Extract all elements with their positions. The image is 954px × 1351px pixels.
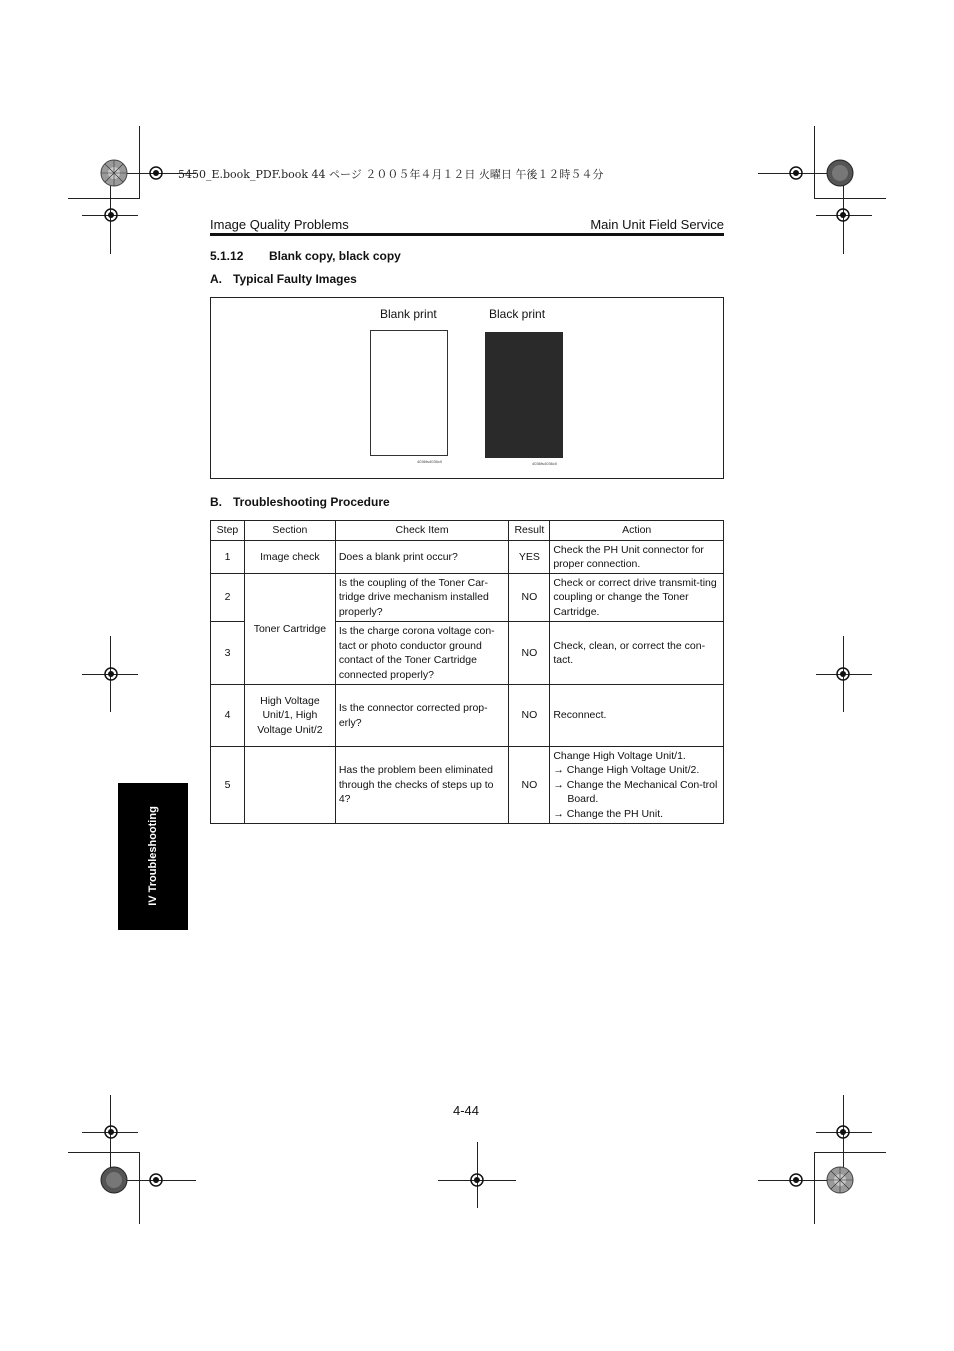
crop-line: [814, 198, 886, 199]
figure-code: 4036fs4035c0: [417, 459, 443, 464]
registration-wheel-icon: [100, 159, 128, 187]
registration-target-icon: [103, 1124, 119, 1140]
blank-print-sample: [370, 330, 448, 456]
table-row: [211, 747, 724, 824]
action-cell: Check, clean, or correct the con-tact.: [550, 622, 724, 685]
result-cell: NO: [509, 685, 550, 747]
subheading-letter: A.: [210, 272, 222, 286]
action-line: Change High Voltage Unit/1.: [553, 749, 686, 762]
table-header-row: [211, 521, 724, 541]
crop-line: [814, 1152, 815, 1224]
subheading-troubleshooting-procedure: [210, 495, 390, 509]
crop-line: [814, 1152, 886, 1153]
table-row: [211, 685, 724, 747]
check-item-cell: Has the problem been eliminated through the checks of steps up to 4?: [335, 747, 509, 824]
subheading-text: Typical Faulty Images: [233, 272, 357, 286]
book-file-header: 5450_E.book_PDF.book 44 ページ ２００５年４月１２日 火曜日 午後１２時５４分: [178, 168, 604, 181]
check-item-cell: Is the charge corona voltage con-tact or photo conductor ground contact of the Toner Cartridge connected properly?: [335, 622, 509, 685]
check-item-cell: Is the coupling of the Toner Car-tridge drive mechanism installed properly?: [335, 574, 509, 622]
step-cell: 2: [211, 574, 245, 622]
crop-line: [814, 126, 815, 198]
registration-target-icon: [103, 207, 119, 223]
step-cell: 5: [211, 747, 245, 824]
action-line: → Change the PH Unit.: [553, 807, 664, 820]
column-header-action: Action: [550, 521, 724, 541]
result-cell: YES: [509, 541, 550, 574]
step-cell: 3: [211, 622, 245, 685]
crop-line: [68, 1152, 140, 1153]
registration-target-icon: [835, 1124, 851, 1140]
subheading-typical-faulty-images: [210, 272, 357, 286]
registration-target-icon: [835, 207, 851, 223]
subheading-letter: B.: [210, 495, 222, 509]
action-line: → Change High Voltage Unit/2.: [553, 764, 700, 777]
faulty-images-figure: [210, 297, 724, 479]
subheading-text: Troubleshooting Procedure: [233, 495, 390, 509]
step-cell: 4: [211, 685, 245, 747]
registration-wheel-icon: [100, 1166, 128, 1194]
action-cell: Check or correct drive transmit-ting coupling or change the Toner Cartridge.: [550, 574, 724, 622]
action-cell: [550, 747, 724, 824]
crop-line: [139, 1152, 140, 1224]
column-header-section: Section: [244, 521, 335, 541]
action-cell: Check the PH Unit connector for proper connection.: [550, 541, 724, 574]
section-name: Blank copy, black copy: [269, 249, 401, 263]
registration-target-icon: [103, 666, 119, 682]
check-item-cell: Is the connector corrected prop-erly?: [335, 685, 509, 747]
action-line: → Change the Mechanical Con-trol Board.: [553, 778, 718, 806]
action-cell: Reconnect.: [550, 685, 724, 747]
check-item-cell: Does a blank print occur?: [335, 541, 509, 574]
blank-print-label: Blank print: [380, 307, 437, 321]
step-cell: 1: [211, 541, 245, 574]
registration-target-icon: [788, 1172, 804, 1188]
section-cell: [244, 747, 335, 824]
section-cell: Image check: [244, 541, 335, 574]
section-title: [210, 249, 401, 263]
black-print-sample: [485, 332, 563, 458]
troubleshooting-table: [210, 520, 724, 824]
black-print-label: Black print: [489, 307, 546, 321]
table-row: [211, 574, 724, 622]
section-cell: Toner Cartridge: [244, 574, 335, 685]
running-header-left: Image Quality Problems: [210, 217, 349, 232]
registration-target-icon: [788, 165, 804, 181]
registration-wheel-icon: [826, 1166, 854, 1194]
registration-target-icon: [835, 666, 851, 682]
registration-wheel-icon: [826, 159, 854, 187]
figure-code: 4036fs4036c0: [532, 461, 558, 466]
page-number: 4-44: [453, 1103, 480, 1118]
registration-target-icon: [148, 1172, 164, 1188]
section-cell: High Voltage Unit/1, High Voltage Unit/2: [244, 685, 335, 747]
header-rule: [210, 233, 724, 236]
column-header-step: Step: [211, 521, 245, 541]
column-header-check-item: Check Item: [335, 521, 509, 541]
chapter-side-tab-label: IV Troubleshooting: [147, 806, 159, 906]
crop-line: [68, 198, 140, 199]
result-cell: NO: [509, 747, 550, 824]
column-header-result: Result: [509, 521, 550, 541]
table-row: [211, 541, 724, 574]
crop-line: [139, 126, 140, 198]
result-cell: NO: [509, 574, 550, 622]
result-cell: NO: [509, 622, 550, 685]
section-number: 5.1.12: [210, 249, 244, 263]
registration-target-icon: [469, 1172, 485, 1188]
chapter-side-tab: [118, 783, 188, 930]
running-header-right: Main Unit Field Service: [590, 217, 724, 232]
registration-target-icon: [148, 165, 164, 181]
